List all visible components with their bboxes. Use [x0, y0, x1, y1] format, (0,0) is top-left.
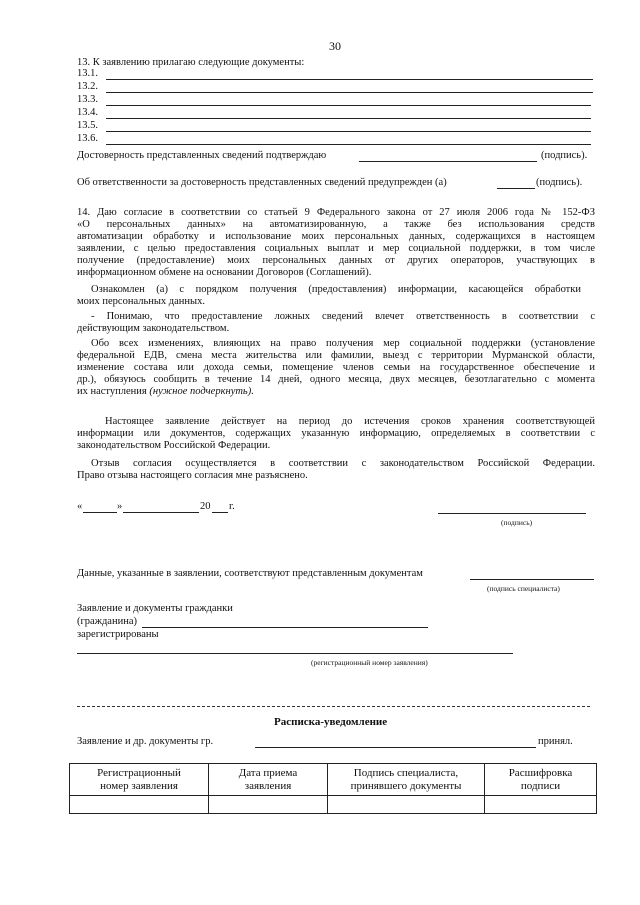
- changes-last-line: [77, 386, 595, 398]
- date-day-field[interactable]: [83, 512, 117, 513]
- citizen-name-field[interactable]: [142, 627, 428, 628]
- line-number: 13.1.: [77, 68, 98, 79]
- reliability-signature-field[interactable]: [359, 161, 537, 162]
- acquainted-line: моих персональных данных.: [77, 296, 205, 307]
- changes-line: др.), обязуюсь сообщить в течение 14 дней, одного месяца, двух месяцев, безотлагательно с момента: [77, 374, 595, 385]
- applicant-signature-field[interactable]: [438, 513, 586, 514]
- consent-line: информационном обмене на основании Договоров (Соглашений).: [77, 267, 372, 278]
- cell-signature-decoding[interactable]: [485, 796, 597, 814]
- changes-last-text: их наступления: [77, 386, 147, 397]
- header-line: Регистрационный: [97, 766, 181, 779]
- receipt-citizen-field[interactable]: [255, 747, 536, 748]
- responsibility-suffix: (подпись).: [536, 177, 583, 188]
- header-cell-reg-number: [70, 764, 209, 796]
- signature-caption: (подпись): [501, 518, 533, 527]
- revocation-line: Отзыв согласия осуществляется в соответствии с законодательством Российской Федерации.: [91, 458, 595, 469]
- header-cell-specialist-signature: [328, 764, 485, 796]
- document-line-13-1[interactable]: [77, 68, 593, 80]
- cell-specialist-signature[interactable]: [328, 796, 485, 814]
- cell-reg-number[interactable]: [70, 796, 209, 814]
- blank-fill: [106, 69, 593, 80]
- header-line: Дата приема: [238, 766, 298, 779]
- document-line-13-4[interactable]: [77, 107, 591, 119]
- reliability-text: Достоверность представленных сведений подтверждаю: [77, 150, 327, 161]
- date-year-prefix: 20: [200, 501, 211, 512]
- blank-fill: [106, 95, 591, 106]
- consent-line: получение (предоставление) моих персональных данных от других операторов, участвующих в: [77, 255, 595, 266]
- consent-line: автоматизации обработку и использование моих персональных данных, содержащихся в настоящем: [77, 231, 595, 242]
- documents-heading: 13. К заявлению прилагаю следующие документы:: [77, 57, 305, 68]
- registration-line2: (гражданина): [77, 616, 137, 627]
- changes-line: изменение состава или дохода семьи, помещение членов семьи на государственное обеспечение и: [77, 362, 595, 373]
- header-line: номер заявления: [100, 779, 178, 792]
- document-line-13-5[interactable]: [77, 120, 591, 132]
- date-year-field[interactable]: [212, 512, 228, 513]
- understand-line: - Понимаю, что предоставление ложных сведений влечет ответственность в соответствии с: [91, 311, 595, 322]
- validity-line: информации или документов, содержащих указанную информацию, определяемых в соответствии с: [77, 428, 595, 439]
- blank-fill: [106, 108, 591, 119]
- receipt-title: Расписка-уведомление: [274, 716, 388, 728]
- blank-fill: [106, 121, 591, 132]
- revocation-line: Право отзыва настоящего согласия мне разъяснено.: [77, 470, 308, 481]
- validity-line: законодательством Российской Федерации.: [77, 440, 271, 451]
- line-number: 13.6.: [77, 133, 98, 144]
- specialist-signature-caption: (подпись специалиста): [487, 584, 560, 593]
- receipt-text: Заявление и др. документы гр.: [77, 736, 214, 747]
- document-line-13-6[interactable]: [77, 133, 591, 145]
- header-line: Расшифровка: [508, 766, 573, 779]
- responsibility-signature-field[interactable]: [497, 188, 535, 189]
- registration-number-field[interactable]: [77, 653, 513, 654]
- blank-fill: [106, 134, 591, 145]
- consent-line: 14. Даю согласие в соответствии со статьей 9 Федерального закона от 27 июля 2006 года № 152-ФЗ: [77, 207, 595, 218]
- header-line: принявшего документы: [350, 779, 462, 792]
- line-number: 13.2.: [77, 81, 98, 92]
- receipt-data-row: [70, 796, 597, 814]
- document-line-13-3[interactable]: [77, 94, 591, 106]
- header-line: Подпись специалиста,: [353, 766, 459, 779]
- registration-line1: Заявление и документы гражданки: [77, 603, 233, 614]
- date-close-quote: »: [117, 501, 123, 512]
- receipt-table: [69, 763, 597, 814]
- receipt-header-row: [70, 764, 597, 796]
- receipt-suffix: принял.: [538, 736, 573, 747]
- header-line: заявления: [244, 779, 292, 792]
- underline-note: (нужное подчеркнуть).: [149, 386, 254, 397]
- understand-line: действующим законодательством.: [77, 323, 230, 334]
- line-number: 13.5.: [77, 120, 98, 131]
- specialist-signature-field[interactable]: [470, 579, 594, 580]
- page-number: 30: [329, 39, 341, 53]
- date-open-quote: «: [77, 501, 83, 512]
- date-month-field[interactable]: [123, 512, 199, 513]
- document-line-13-2[interactable]: [77, 81, 593, 93]
- header-line: подписи: [520, 779, 561, 792]
- cut-line-divider: [77, 706, 590, 707]
- consent-line: «О персональных данных» на автоматизированную, а также без использования средств: [77, 219, 595, 230]
- responsibility-text: Об ответственности за достоверность представленных сведений предупрежден (а): [77, 177, 447, 188]
- data-match-text: Данные, указанные в заявлении, соответствуют представленным документам: [77, 568, 423, 579]
- registration-number-caption: (регистрационный номер заявления): [311, 658, 428, 667]
- acquainted-line: Ознакомлен (а) с порядком получения (предоставления) информации, касающейся обработки: [91, 284, 581, 295]
- reliability-suffix: (подпись).: [541, 150, 588, 161]
- header-cell-signature-decoding: [485, 764, 597, 796]
- line-number: 13.4.: [77, 107, 98, 118]
- changes-line: федеральной ЕДВ, смена места жительства или фамилии, выезд с территории Мурманской области,: [77, 350, 595, 361]
- header-cell-date: [209, 764, 328, 796]
- changes-line: Обо всех изменениях, влияющих на право получения мер социальной поддержки (установление: [91, 338, 595, 349]
- consent-line: заявлении, с целью предоставления социальных выплат и мер социальной поддержки, в том числе: [77, 243, 595, 254]
- validity-line: Настоящее заявление действует на период до истечения сроков хранения соответствующей: [105, 416, 595, 427]
- blank-fill: [106, 82, 593, 93]
- registration-line3: зарегистрированы: [77, 629, 159, 640]
- date-year-suffix: г.: [229, 501, 235, 512]
- cell-date[interactable]: [209, 796, 328, 814]
- line-number: 13.3.: [77, 94, 98, 105]
